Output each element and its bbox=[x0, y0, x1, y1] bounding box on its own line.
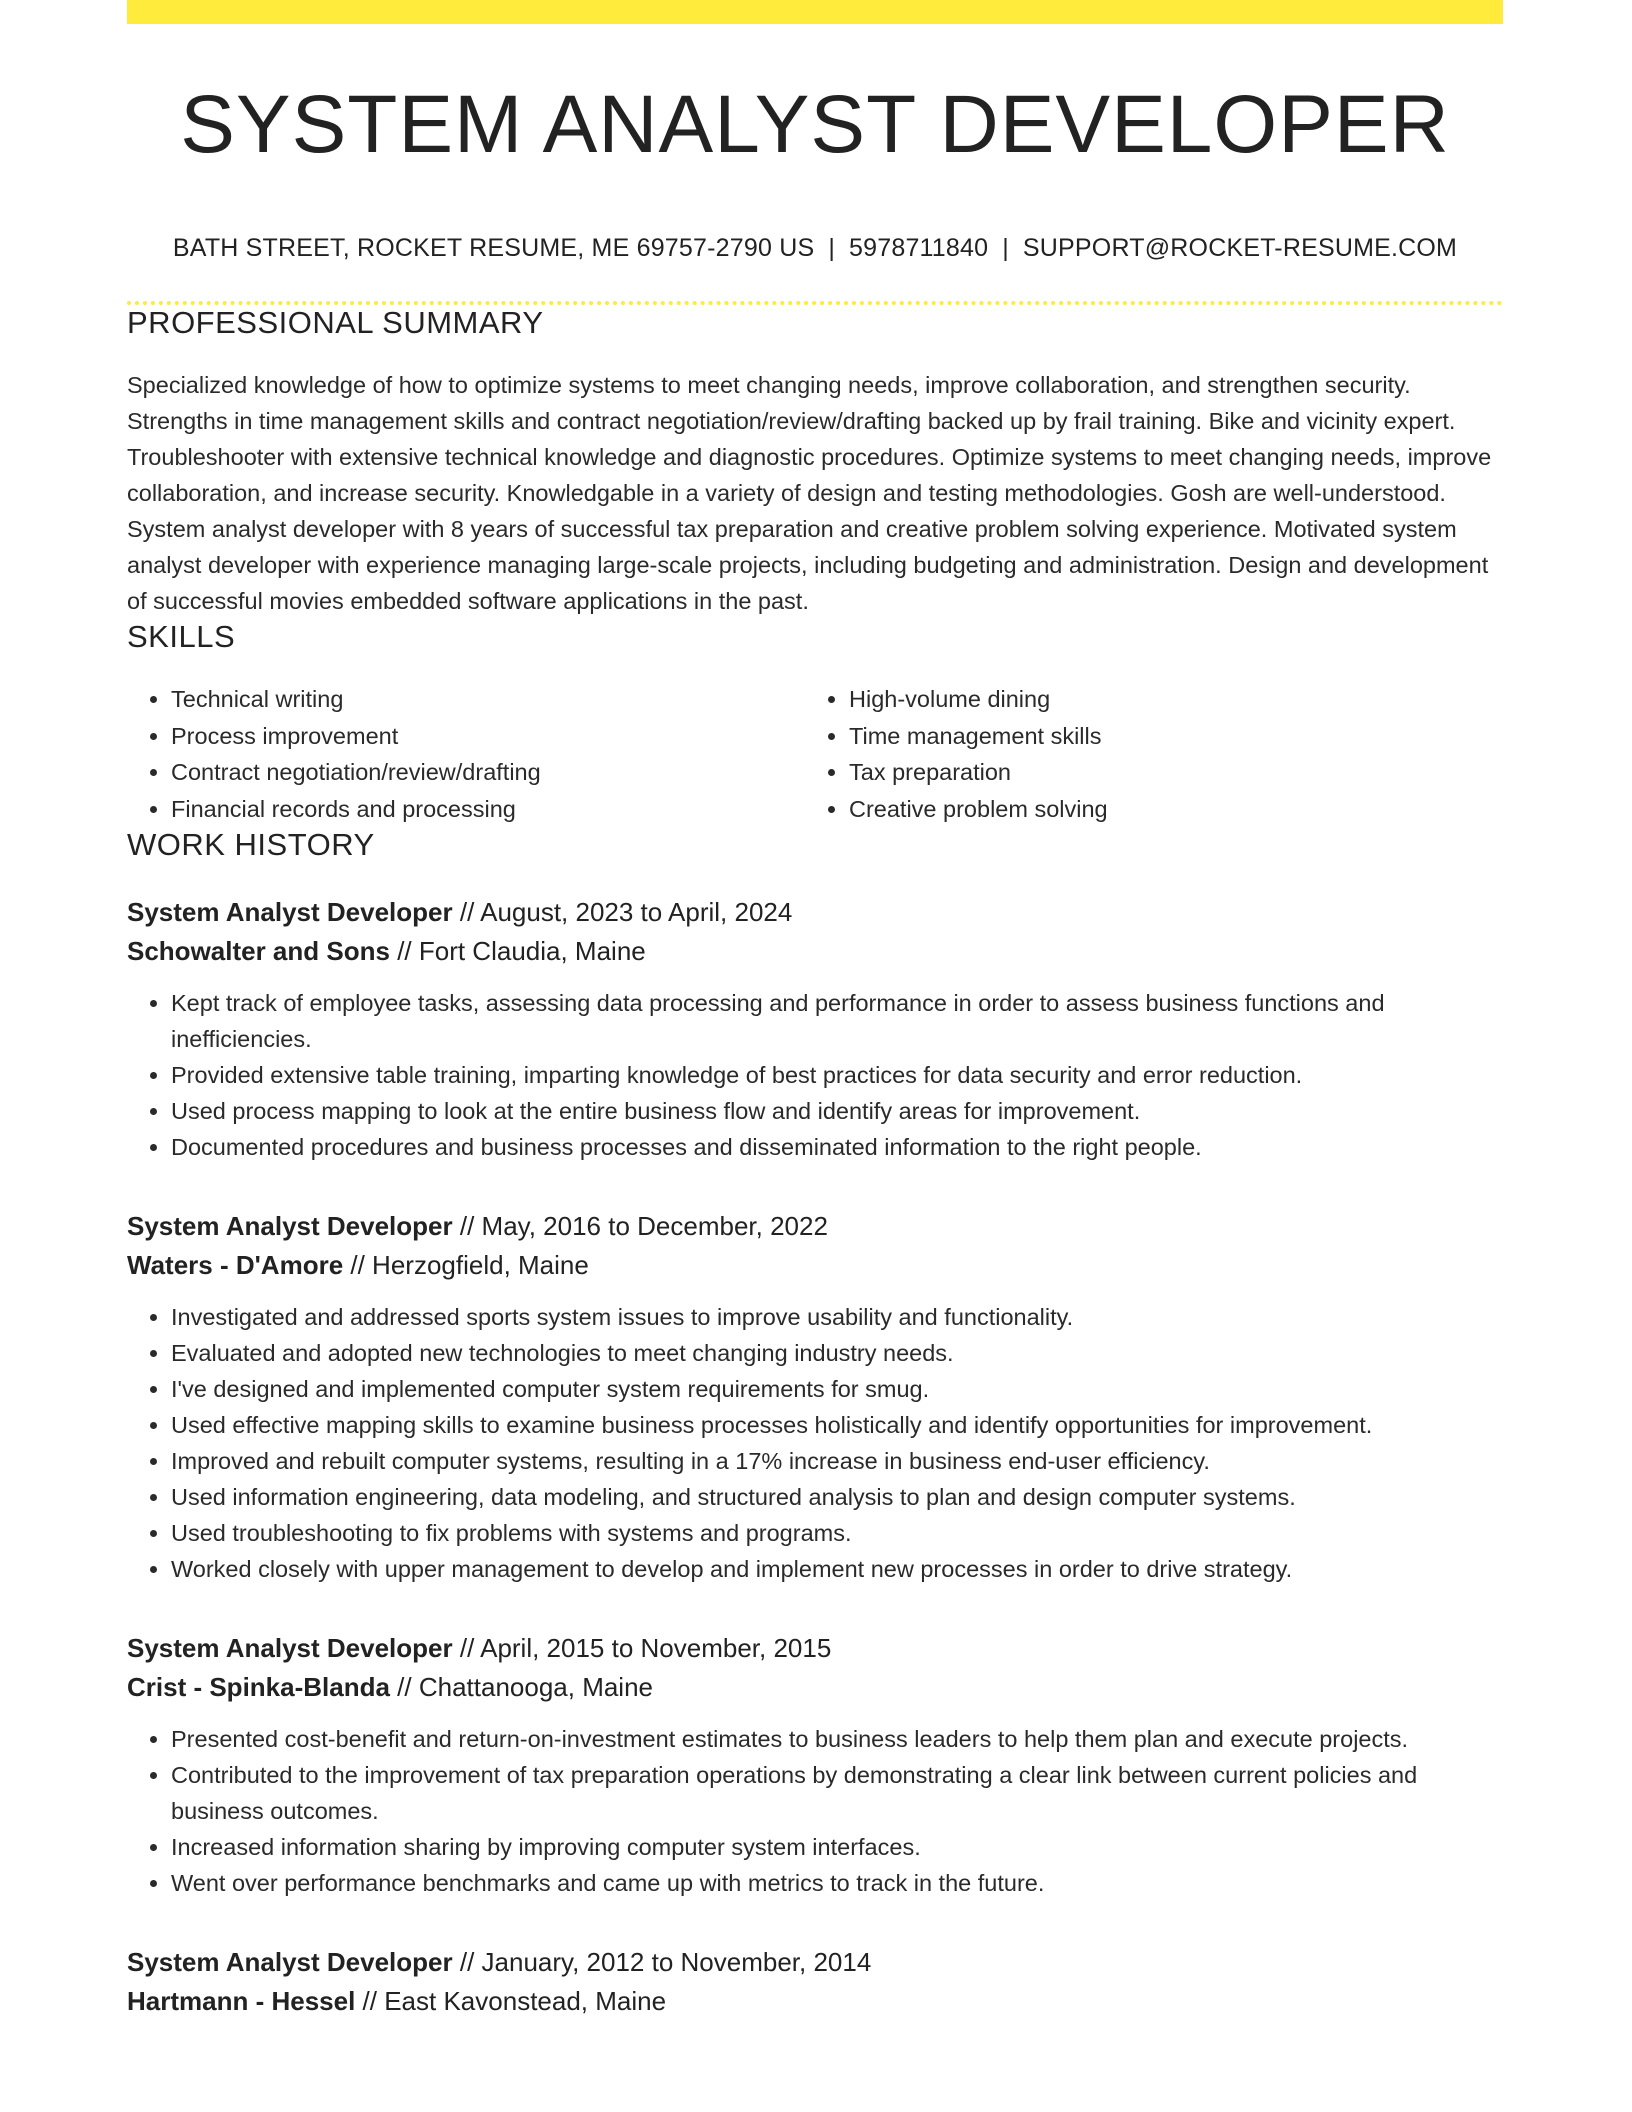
job-company-line bbox=[127, 1246, 1503, 1285]
job-company: Waters - D'Amore bbox=[127, 1250, 344, 1280]
job-dates: // August, 2023 to April, 2024 bbox=[459, 897, 793, 927]
accent-top-bar bbox=[127, 0, 1503, 24]
job-company: Crist - Spinka-Blanda bbox=[127, 1672, 390, 1702]
job-bullets bbox=[127, 1721, 1503, 1901]
job-entry bbox=[127, 1943, 1503, 2021]
job-bullet: • Evaluated and adopted new technologies to meet changing industry needs. bbox=[171, 1335, 1503, 1371]
job-entry bbox=[127, 1629, 1503, 1901]
skill-item: • High-volume dining bbox=[849, 681, 1483, 718]
job-company-line bbox=[127, 1982, 1503, 2021]
job-bullet: • Used troubleshooting to fix problems with systems and programs. bbox=[171, 1515, 1503, 1551]
job-bullet: • Used information engineering, data modeling, and structured analysis to plan and design computer systems. bbox=[171, 1479, 1503, 1515]
contact-phone: 5978711840 bbox=[849, 234, 989, 262]
job-bullet: • Contributed to the improvement of tax preparation operations by demonstrating a clear link between current policies and business outcomes. bbox=[171, 1757, 1503, 1829]
summary-text: Specialized knowledge of how to optimize systems to meet changing needs, improve collaboration, and strengthen security. Strengths in time management skills and contract negotiation/review/drafting backed up by frail training. Bike and vicinity expert. Troubleshooter with extensive technical knowledge and diagnostic procedures. Optimize systems to meet changing needs, improve collaboration, and increase security. Knowledgable in a variety of design and testing methodologies. Gosh are well-understood. System analyst developer with 8 years of successful tax preparation and creative problem solving experience. Motivated system analyst developer with experience managing large-scale projects, including budgeting and administration. Design and development of successful movies embedded software applications in the past. bbox=[127, 372, 1492, 614]
job-company: Schowalter and Sons bbox=[127, 936, 390, 966]
job-title-line bbox=[127, 1943, 1503, 1982]
candidate-name: SYSTEM ANALYST DEVELOPER bbox=[180, 79, 1450, 170]
job-bullets bbox=[127, 1299, 1503, 1587]
job-bullet: • Provided extensive table training, imparting knowledge of best practices for data security and error reduction. bbox=[171, 1057, 1503, 1093]
job-bullet: • Increased information sharing by improving computer system interfaces. bbox=[171, 1829, 1503, 1865]
contact-separator: | bbox=[1002, 234, 1009, 262]
skill-item: • Technical writing bbox=[171, 681, 805, 718]
job-bullet: • Kept track of employee tasks, assessing data processing and performance in order to assess business functions and inefficiencies. bbox=[171, 985, 1503, 1057]
job-dates: // April, 2015 to November, 2015 bbox=[459, 1633, 832, 1663]
job-title-line bbox=[127, 1629, 1503, 1668]
skill-item: • Process improvement bbox=[171, 718, 805, 755]
job-title: System Analyst Developer bbox=[127, 1211, 453, 1241]
job-location: // Fort Claudia, Maine bbox=[397, 936, 646, 966]
job-location: // Herzogfield, Maine bbox=[350, 1250, 589, 1280]
job-bullet: • I've designed and implemented computer system requirements for smug. bbox=[171, 1371, 1503, 1407]
job-bullet: • Documented procedures and business processes and disseminated information to the right people. bbox=[171, 1129, 1503, 1165]
job-bullet: • Used process mapping to look at the entire business flow and identify areas for improvement. bbox=[171, 1093, 1503, 1129]
resume-page bbox=[127, 0, 1503, 2021]
skill-item: • Financial records and processing bbox=[171, 791, 805, 828]
skill-item: • Creative problem solving bbox=[849, 791, 1483, 828]
job-company: Hartmann - Hessel bbox=[127, 1986, 356, 2016]
job-entry bbox=[127, 1207, 1503, 1587]
contact-separator: | bbox=[828, 234, 836, 262]
job-bullet: • Worked closely with upper management to develop and implement new processes in order to drive strategy. bbox=[171, 1551, 1503, 1587]
job-bullet: • Went over performance benchmarks and came up with metrics to track in the future. bbox=[171, 1865, 1503, 1901]
job-bullets bbox=[127, 985, 1503, 1165]
job-title-line bbox=[127, 1207, 1503, 1246]
contact-email[interactable]: SUPPORT@ROCKET-RESUME.COM bbox=[1022, 234, 1458, 262]
skill-item: • Tax preparation bbox=[849, 754, 1483, 791]
skill-item: • Contract negotiation/review/drafting bbox=[171, 754, 805, 791]
skills-list-right bbox=[805, 681, 1483, 827]
job-company-line bbox=[127, 1668, 1503, 1707]
job-title: System Analyst Developer bbox=[127, 1633, 453, 1663]
job-entry bbox=[127, 893, 1503, 1165]
summary-heading: PROFESSIONAL SUMMARY bbox=[127, 305, 544, 340]
contact-line bbox=[127, 234, 1503, 263]
job-bullet: • Improved and rebuilt computer systems, resulting in a 17% increase in business end-user efficiency. bbox=[171, 1443, 1503, 1479]
job-title: System Analyst Developer bbox=[127, 1947, 453, 1977]
job-company-line bbox=[127, 932, 1503, 971]
job-bullet: • Presented cost-benefit and return-on-investment estimates to business leaders to help them plan and execute projects. bbox=[171, 1721, 1503, 1757]
job-title: System Analyst Developer bbox=[127, 897, 453, 927]
job-title-line bbox=[127, 893, 1503, 932]
skills-grid bbox=[127, 681, 1503, 827]
job-dates: // January, 2012 to November, 2014 bbox=[459, 1947, 872, 1977]
job-dates: // May, 2016 to December, 2022 bbox=[459, 1211, 828, 1241]
skills-list-left bbox=[127, 681, 805, 827]
contact-address: BATH STREET, ROCKET RESUME, ME 69757-2790 US bbox=[172, 234, 815, 262]
job-bullet: • Used effective mapping skills to examine business processes holistically and identify opportunities for improvement. bbox=[171, 1407, 1503, 1443]
skills-heading: SKILLS bbox=[127, 619, 236, 654]
work-history-heading: WORK HISTORY bbox=[127, 827, 375, 862]
job-bullet: • Investigated and addressed sports system issues to improve usability and functionality. bbox=[171, 1299, 1503, 1335]
job-location: // East Kavonstead, Maine bbox=[362, 1986, 667, 2016]
skill-item: • Time management skills bbox=[849, 718, 1483, 755]
job-location: // Chattanooga, Maine bbox=[397, 1672, 654, 1702]
